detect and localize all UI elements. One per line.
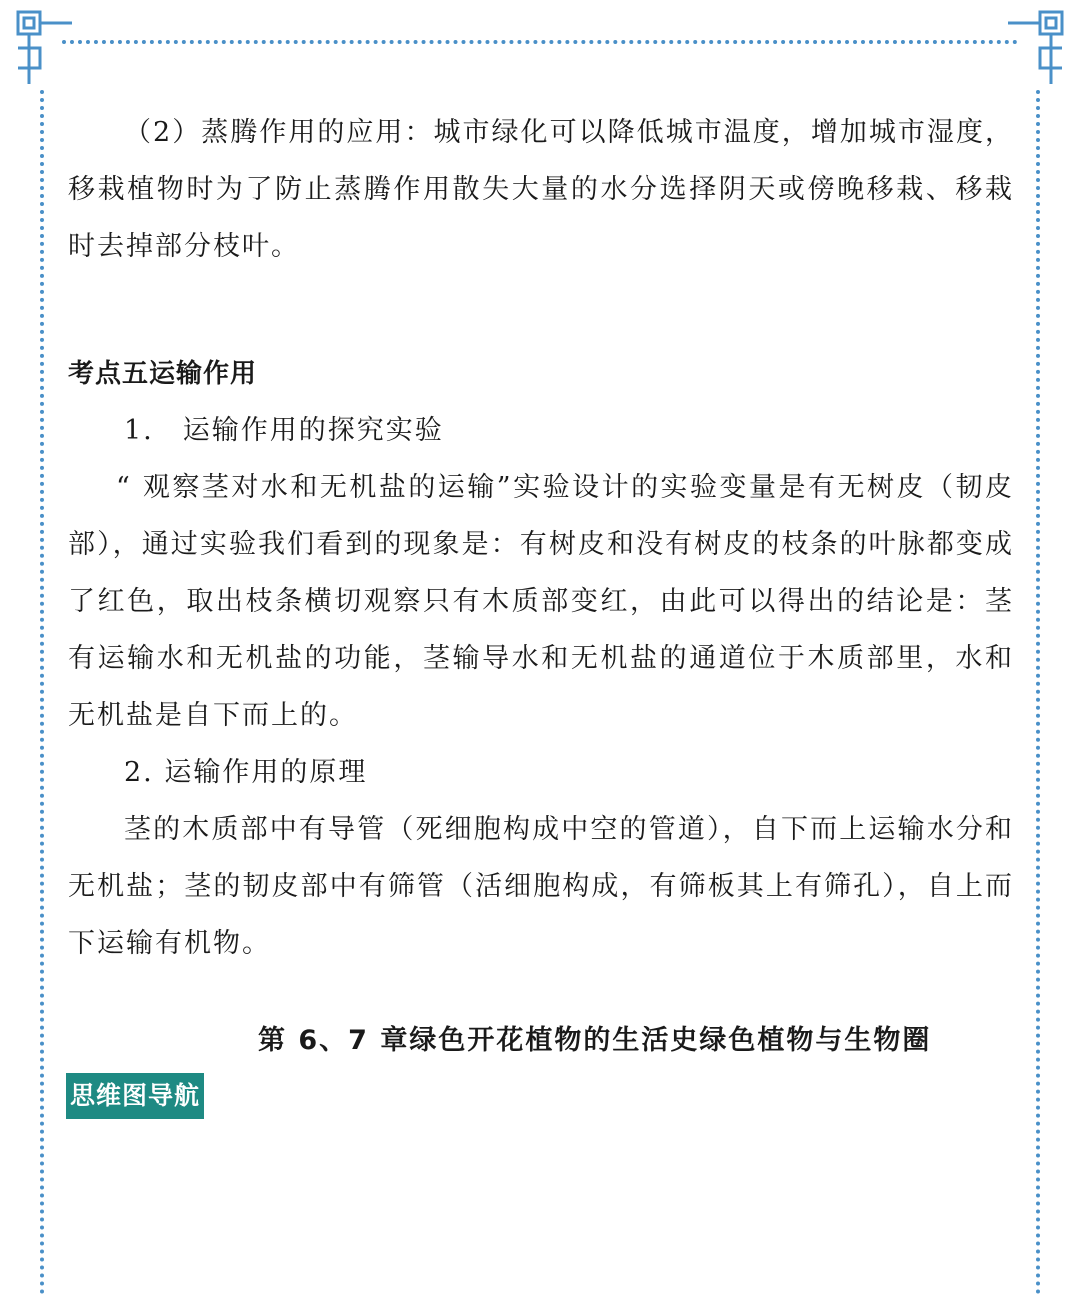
mindmap-nav-badge: 思维图导航 — [66, 1073, 204, 1119]
document-body — [68, 104, 1014, 972]
subheading-principle: 2. 运输作用的原理 — [124, 757, 368, 788]
frame-corner-ornament-left — [14, 8, 76, 88]
principle-paragraph: 茎的木质部中有导管（死细胞构成中空的管道），自下而上运输水分和无机盐；茎的韧皮部中有筛管（活细胞构成，有筛板其上有筛孔），自上而下运输有机物。 — [68, 814, 1014, 959]
transpiration-application-paragraph: （2）蒸腾作用的应用：城市绿化可以降低城市温度，增加城市湿度，移栽植物时为了防止蒸腾作用散失大量的水分选择阴天或傍晚移栽、移栽时去掉部分枝叶。 — [68, 117, 1014, 262]
subheading-experiment: 1. 运输作用的探究实验 — [124, 415, 444, 446]
chapter-title: 第 6、7 章绿色开花植物的生活史绿色植物与生物圈 — [258, 1025, 932, 1056]
frame-corner-ornament-right — [1004, 8, 1066, 88]
section-heading-transport: 考点五运输作用 — [68, 359, 258, 389]
frame-left-border — [40, 90, 44, 1295]
frame-top-border — [62, 40, 1018, 44]
frame-right-border — [1036, 90, 1040, 1295]
experiment-paragraph: “ 观察茎对水和无机盐的运输”实验设计的实验变量是有无树皮（韧皮部），通过实验我们看到的现象是：有树皮和没有树皮的枝条的叶脉都变成了红色，取出枝条横切观察只有木质部变红，由此可以得出的结论是：茎有运输水和无机盐的功能，茎输导水和无机盐的通道位于木质部里，水和无机盐是自下而上的。 — [68, 472, 1014, 731]
